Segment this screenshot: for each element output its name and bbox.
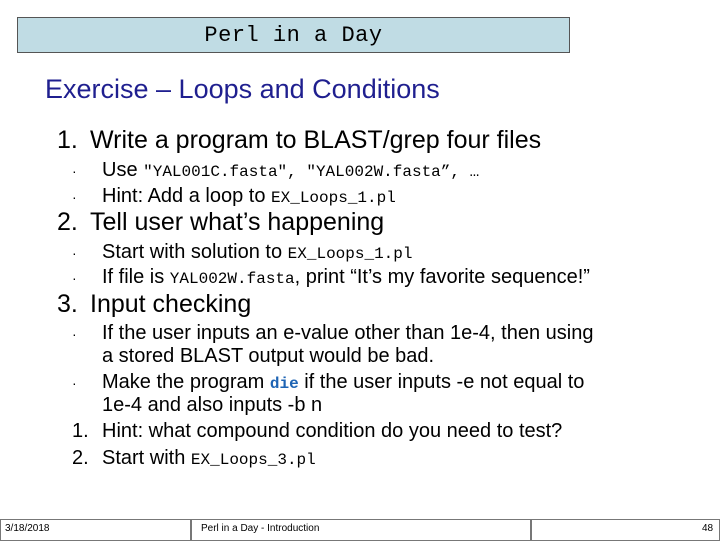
code-text: YAL002W.fasta xyxy=(169,270,295,288)
item-text: Tell user what’s happening xyxy=(90,208,385,236)
slide-title: Exercise – Loops and Conditions xyxy=(45,74,440,104)
item-number: 2. xyxy=(57,208,78,236)
list-item-2 xyxy=(57,208,384,237)
code-text: "YAL001C.fasta", "YAL002W.fasta”, … xyxy=(143,163,480,181)
bullet-icon: · xyxy=(72,269,77,286)
bullet-icon: · xyxy=(72,325,77,342)
page-number: 48 xyxy=(702,523,714,534)
sub-item-continued: 1e-4 and also inputs -b n xyxy=(102,394,323,416)
bullet-icon: · xyxy=(72,244,77,261)
sub-item: · Use "YAL001C.fasta", "YAL002W.fasta”, … xyxy=(72,159,480,181)
sub-item: · Start with solution to EX_Loops_1.pl xyxy=(72,241,413,263)
sub-item: · Hint: Add a loop to EX_Loops_1.pl xyxy=(72,185,396,207)
sub-numbered-item: 2. Start with EX_Loops_3.pl xyxy=(72,447,316,469)
bullet-icon: · xyxy=(72,374,77,391)
footer-date: 3/18/2018 xyxy=(5,523,50,534)
item-number: 3. xyxy=(57,290,78,318)
item-text: Write a program to BLAST/grep four files xyxy=(90,126,542,154)
footer-right-box xyxy=(530,520,720,541)
list-item-3 xyxy=(57,290,251,319)
bullet-icon: · xyxy=(72,188,77,205)
sub-item: · If the user inputs an e-value other than 1e-4, then using xyxy=(72,322,594,344)
header-title: Perl in a Day xyxy=(204,22,383,48)
item-number: 1. xyxy=(57,126,78,154)
item-text: Input checking xyxy=(90,290,252,318)
code-text: EX_Loops_1.pl xyxy=(271,189,396,207)
header-bar xyxy=(17,17,570,53)
footer-title: Perl in a Day - Introduction xyxy=(201,523,320,534)
code-text: EX_Loops_3.pl xyxy=(190,451,316,469)
sub-item: · Make the program die if the user inputs -e not equal to xyxy=(72,371,585,393)
sub-item: · If file is YAL002W.fasta, print “It’s my favorite sequence!” xyxy=(72,266,590,288)
sub-item-continued: a stored BLAST output would be bad. xyxy=(102,345,435,367)
keyword-die: die xyxy=(269,375,299,393)
code-text: EX_Loops_1.pl xyxy=(287,245,413,263)
bullet-icon: · xyxy=(72,162,77,179)
sub-numbered-item: 1. Hint: what compound condition do you need to test? xyxy=(72,420,563,442)
list-item-1 xyxy=(57,126,541,155)
